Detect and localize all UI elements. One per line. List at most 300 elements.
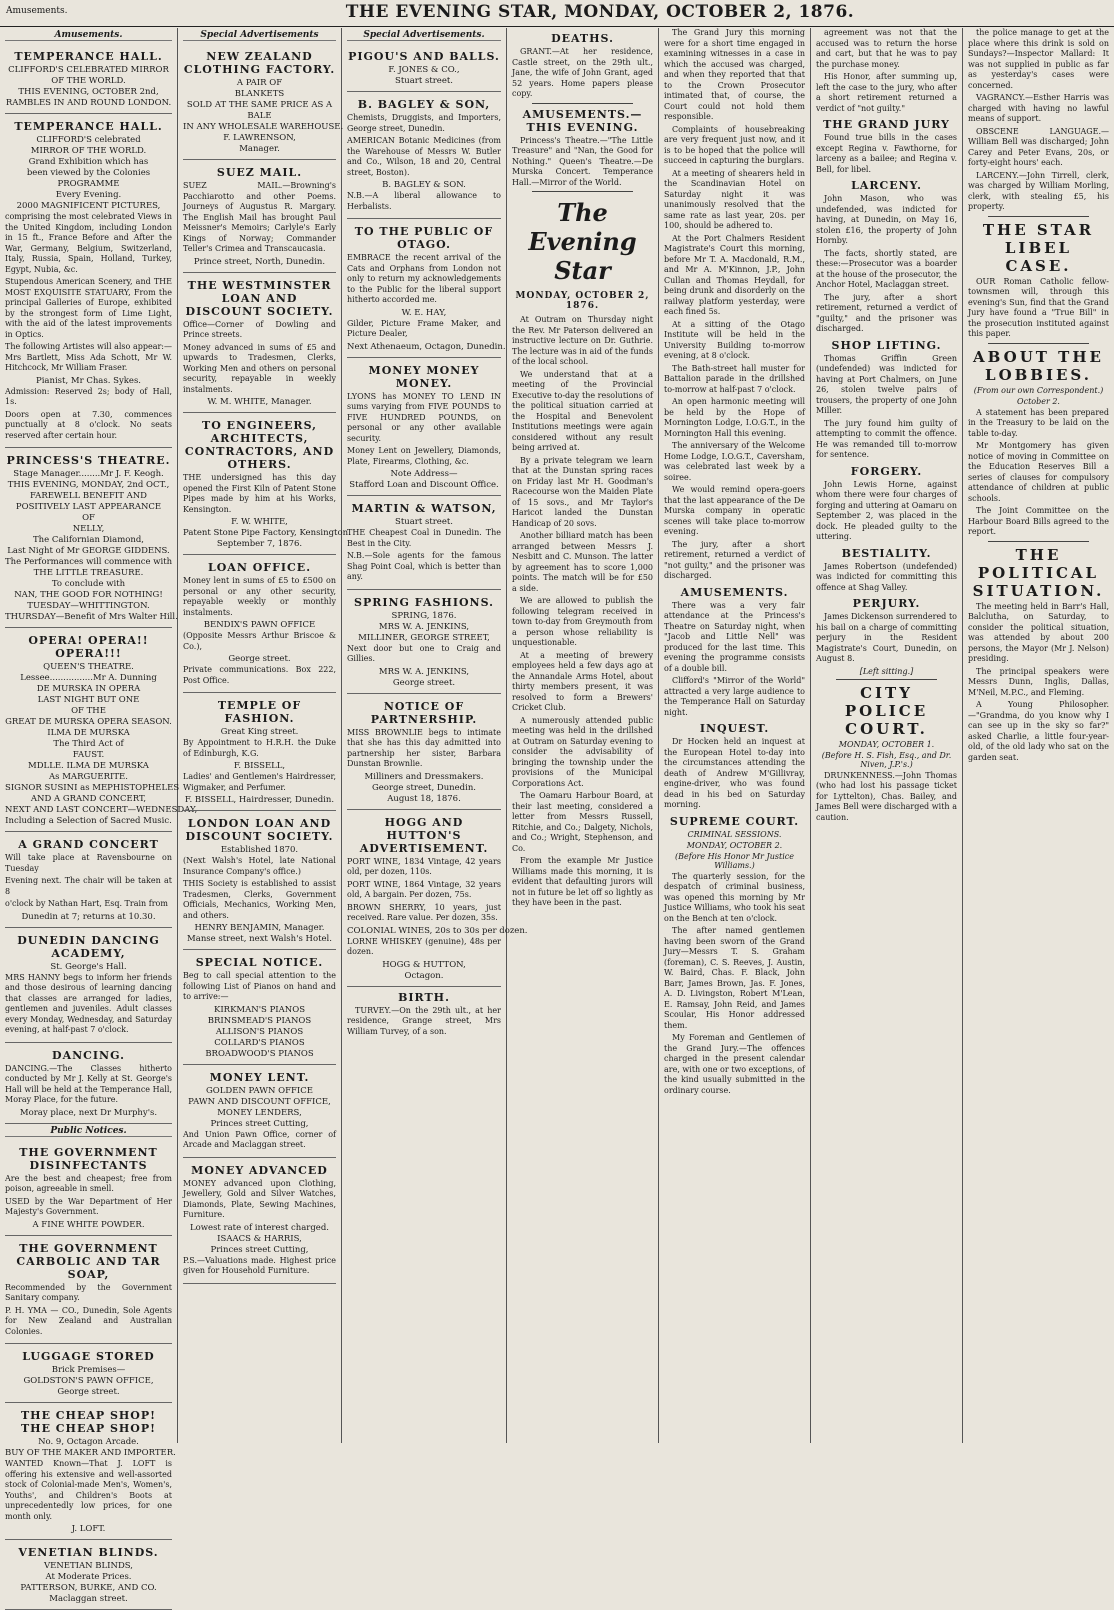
- advertisement-line: To conclude with: [5, 579, 172, 590]
- advertisement-line: And Union Pawn Office, corner of Arcade and Maclaggan street.: [183, 1130, 336, 1151]
- column-1: [0, 28, 178, 1443]
- article-paragraph: The Bath-street hall muster for Battalion parade in the drillshed to-morrow at half-past 7 o'clock.: [664, 364, 805, 396]
- advertisement: [347, 810, 501, 987]
- advertisement-line: The Third Act of: [5, 739, 172, 750]
- advertisement: [183, 811, 336, 950]
- advertisement: [5, 114, 172, 448]
- advertisement: [347, 694, 501, 810]
- advertisement-line: (Opposite Messrs Arthur Briscoe & Co.),: [183, 631, 336, 652]
- advertisement-line: THIS Society is established to assist Tradesmen, Clerks, Government Officials, Mechanics, Working Men, and others.: [183, 879, 336, 921]
- advertisement-line: MRS W. A. JENKINS,: [347, 667, 501, 678]
- advertisement-line: MRS HANNY begs to inform her friends and those desirous of learning dancing that classes are arranged for ladies, gentlemen and juveniles. Adult classes every Monday, Wednesday, and Saturday evening, at half-past 7 o'clock.: [5, 973, 172, 1036]
- advertisement-line: W. E. HAY,: [347, 308, 501, 319]
- advertisement-line: THE undersigned has this day opened the First Kiln of Patent Stone Pipes made by him at his Works, Kensington.: [183, 473, 336, 515]
- article-paragraph: The facts, shortly stated, are these:—Prosecutor was a boarder at the house of the prosecutor, the Anchor Hotel, Maclaggan street.: [816, 249, 957, 291]
- shoplifting-paragraphs: [816, 354, 957, 461]
- advertisement-title: THE WESTMINSTER LOAN AND DISCOUNT SOCIETY.: [183, 279, 336, 318]
- advertisement-line: Great King street.: [183, 727, 336, 738]
- lobbies-subheading: (From our own Correspondent.): [968, 386, 1109, 395]
- column-3-ads: [347, 44, 501, 987]
- article-paragraph: John Mason, who was undefended, was indicted for having, at Dunedin, on May 16, stolen £16, the property of John Hornby.: [816, 194, 957, 247]
- advertisement-line: J. LOFT.: [5, 1524, 172, 1535]
- advertisement-title: SUEZ MAIL.: [183, 166, 336, 179]
- advertisement: [183, 44, 336, 160]
- bestiality-heading: BESTIALITY.: [816, 547, 957, 560]
- advertisement-line: Chemists, Druggists, and Importers, George street, Dunedin.: [347, 113, 501, 134]
- advertisement-line: THIS EVENING, OCTOBER 2nd,: [5, 87, 172, 98]
- column-6: [811, 28, 963, 1443]
- advertisement: [5, 928, 172, 1043]
- advertisement-line: F. BISSELL,: [183, 761, 336, 772]
- advertisement-line: Doors open at 7.30, commences punctually at 8 o'clock. No seats reserved after certain hour.: [5, 410, 172, 442]
- article-paragraph: LARCENY.—John Tirrell, clerk, was charged by William Morling, clerk, with stealing £5, his property.: [968, 171, 1109, 213]
- advertisement-line: George street.: [347, 678, 501, 689]
- advertisement-line: W. M. WHITE, Manager.: [183, 397, 336, 408]
- advertisement-line: Office—Corner of Dowling and Prince streets.: [183, 320, 336, 341]
- article-paragraph: There was a very fair attendance at the Princess's Theatre on Saturday night, when "Jacob and Little Nell" was produced for the last time. This evening the programme consists of a double bill.: [664, 601, 805, 675]
- advertisement-line: SPRING, 1876.: [347, 611, 501, 622]
- column-7: [963, 28, 1114, 1443]
- advertisement-line: Manager.: [183, 144, 336, 155]
- public-notices-heading: Public Notices.: [5, 1126, 172, 1137]
- births-notice: TURVEY.—On the 29th ult., at her residence, Grange street, Mrs William Turvey, of a son.: [347, 1006, 501, 1038]
- advertisement-line: N.B.—Sole agents for the famous Shag Point Coal, which is better than any.: [347, 551, 501, 583]
- advertisement-line: MONEY advanced upon Clothing, Jewellery, Gold and Silver Watches, Diamonds, Plate, Sewing Machines, Furniture.: [183, 1179, 336, 1221]
- advertisement-line: MDLLE. ILMA DE MURSKA: [5, 761, 172, 772]
- advertisement-line: A FINE WHITE POWDER.: [5, 1220, 172, 1231]
- article-paragraph: At a meeting of brewery employees held a few days ago at the Annandale Arms Hotel, about thirty members present, it was resolved to form a Brewers' Cricket Club.: [512, 651, 653, 714]
- advertisement-line: KIRKMAN'S PIANOS: [183, 1005, 336, 1016]
- advertisement-title: MONEY MONEY MONEY.: [347, 364, 501, 390]
- advertisement-line: MONEY LENDERS,: [183, 1108, 336, 1119]
- divider: [988, 343, 1089, 344]
- grand-jury-heading: THE GRAND JURY: [816, 118, 957, 131]
- advertisement-title: TEMPERANCE HALL.: [5, 50, 172, 63]
- lobbies-date: October 2.: [968, 397, 1109, 406]
- column-3: [342, 28, 507, 1443]
- advertisement-line: BUY OF THE MAKER AND IMPORTER.: [5, 1448, 172, 1459]
- advertisement-line: ILMA DE MURSKA: [5, 728, 172, 739]
- advertisement-line: MIRROR OF THE WORLD.: [5, 146, 172, 157]
- advertisement-line: Princes street Cutting,: [183, 1119, 336, 1130]
- advertisement-title: OPERA! OPERA!! OPERA!!!: [5, 634, 172, 660]
- advertisement-line: Manse street, next Walsh's Hotel.: [183, 934, 336, 945]
- advertisement-line: SOLD AT THE SAME PRICE AS A: [183, 100, 336, 111]
- article-paragraph: We would remind opera-goers that the last appearance of the De Murska company in operatic scenes will take place to-morrow evening.: [664, 485, 805, 538]
- advertisement-title: LONDON LOAN AND DISCOUNT SOCIETY.: [183, 817, 336, 843]
- advertisement-line: GREAT DE MURSKA OPERA SEASON.: [5, 717, 172, 728]
- news-paragraphs: [664, 28, 805, 582]
- paper-nameplate: The Evening Star: [512, 198, 653, 285]
- article-paragraph: The quarterly session, for the despatch of criminal business, was opened this morning by Mr Justice Williams, who took his seat on the Bench at ten o'clock.: [664, 872, 805, 925]
- deaths-notice: GRANT.—At her residence, Castle street, on the 29th ult., Jane, the wife of John Grant, aged 52 years. Home papers please copy.: [512, 47, 653, 100]
- advertisement-line: 2000 MAGNIFICENT PICTURES,: [5, 201, 172, 212]
- advertisement-line: COLONIAL WINES, 20s to 30s per dozen.: [347, 926, 501, 937]
- advertisement-line: Money advanced in sums of £5 and upwards to Tradesmen, Clerks, Working Men and others on personal security, repayable in weekly instalments.: [183, 343, 336, 396]
- advertisement-line: B. BAGLEY & SON.: [347, 180, 501, 191]
- advertisement-line: LYONS has MONEY TO LEND IN sums varying from FIVE POUNDS to FIVE HUNDRED POUNDS, on personal or any other available security.: [347, 392, 501, 445]
- advertisement-line: SUEZ MAIL.—Browning's Pacchiarotto and other Poems. Journeys of Augustus R. Margary. The English Mail has brought Paul Meissner's Memoirs; Carlyle's Early Kings of Norway; Commander Teller's Crimea and Transcaucasia.: [183, 181, 336, 255]
- advertisement-title: MONEY LENT.: [183, 1071, 336, 1084]
- article-paragraph: A numerously attended public meeting was held in the drillshed at Outram on Saturday evening to consider the advisability of bringing the township under the provisions of the Municipal Corporations Act.: [512, 716, 653, 790]
- column-1-heading: Amusements.: [5, 30, 172, 41]
- supreme-court-heading: SUPREME COURT.: [664, 815, 805, 828]
- court-date: MONDAY, OCTOBER 2.: [664, 841, 805, 850]
- advertisement-line: Prince street, North, Dunedin.: [183, 257, 336, 268]
- article-paragraph: We are allowed to publish the following telegram received in town to-day from Greymouth from a person whose reliability is unquestionable.: [512, 596, 653, 649]
- article-paragraph: At a meeting of shearers held in the Scandinavian Hotel on Saturday night it was unanimously resolved that the same rate as last year, 20s. per 100, should be adhered to.: [664, 169, 805, 232]
- advertisement-line: Octagon.: [347, 971, 501, 982]
- advertisement-line: QUEEN'S THEATRE.: [5, 662, 172, 673]
- advertisement-line: St. George's Hall.: [5, 962, 172, 973]
- advertisement-line: Grand Exhibition which has: [5, 157, 172, 168]
- advertisement-line: CLIFFORD'S celebrated: [5, 135, 172, 146]
- grand-jury-text: Found true bills in the cases except Regina v. Fawthorne, for larceny as a bailee; and Regina v. Bell, for libel.: [816, 133, 957, 175]
- article-paragraph: The jury, after a short retirement, returned a verdict of "guilty," and the prisoner was discharged.: [816, 293, 957, 335]
- advertisement-line: F. JONES & CO.,: [347, 65, 501, 76]
- article-paragraph: Complaints of housebreaking are very frequent just now, and it is to be hoped that the police will succeed in capturing the burglars.: [664, 125, 805, 167]
- column-3-heading: Special Advertisements.: [347, 30, 501, 41]
- advertisement-line: Are the best and cheapest; free from poison, agreeable in smell.: [5, 1174, 172, 1195]
- advertisement-line: THURSDAY—Benefit of Mrs Walter Hill.: [5, 612, 172, 623]
- divider: [836, 679, 937, 680]
- advertisement-line: Maclaggan street.: [5, 1594, 172, 1605]
- article-paragraph: An open harmonic meeting will be held by the Hope of Mornington Lodge, I.O.G.T., in the Mornington Hall this evening.: [664, 397, 805, 439]
- advertisement: [183, 413, 336, 555]
- advertisement-title: VENETIAN BLINDS.: [5, 1546, 172, 1559]
- perjury-heading: PERJURY.: [816, 597, 957, 610]
- advertisement: [183, 693, 336, 811]
- advertisement-line: Dunedin at 7; returns at 10.30.: [5, 912, 172, 923]
- advertisement-line: September 7, 1876.: [183, 539, 336, 550]
- advertisement-title: A GRAND CONCERT: [5, 838, 172, 851]
- deaths-heading: DEATHS.: [512, 32, 653, 45]
- advertisement-line: P. H. YMA — CO., Dunedin, Sole Agents for New Zealand and Australian Colonies.: [5, 1306, 172, 1338]
- advertisement-line: At Moderate Prices.: [5, 1572, 172, 1583]
- advertisement: [5, 44, 172, 114]
- advertisement-line: OF THE: [5, 706, 172, 717]
- advertisement-line: Including a Selection of Sacred Music.: [5, 816, 172, 827]
- advertisement-line: Gilder, Picture Frame Maker, and Picture Dealer,: [347, 319, 501, 340]
- advertisement-line: Evening next. The chair will be taken at 8: [5, 876, 172, 897]
- advertisement-title: PRINCESS'S THEATRE.: [5, 454, 172, 467]
- larceny-paragraphs: [816, 194, 957, 335]
- advertisement: [5, 628, 172, 832]
- advertisement-line: Lowest rate of interest charged.: [183, 1223, 336, 1234]
- advertisement-line: The Performances will commence with: [5, 557, 172, 568]
- advertisement-title: PIGOU'S AND BALLS.: [347, 50, 501, 63]
- advertisement: [183, 273, 336, 414]
- advertisement-line: Money Lent on Jewellery, Diamonds, Plate, Firearms, Clothing, &c.: [347, 446, 501, 467]
- advertisement-line: GOLDEN PAWN OFFICE: [183, 1086, 336, 1097]
- advertisement-line: Princes street Cutting,: [183, 1245, 336, 1256]
- bestiality-text: James Robertson (undefended) was indicted for committing this offence at Shag Valley.: [816, 562, 957, 594]
- masthead: [0, 0, 1114, 27]
- births-heading: BIRTH.: [347, 991, 501, 1004]
- advertisement: [5, 1403, 172, 1540]
- news-paragraphs: [816, 28, 957, 114]
- advertisement: [347, 590, 501, 694]
- advertisement-line: USED by the War Department of Her Majesty's Government.: [5, 1197, 172, 1218]
- column-2: [178, 28, 342, 1443]
- amusements-today-heading: AMUSEMENTS.—THIS EVENING.: [512, 108, 653, 134]
- advertisement-line: PATTERSON, BURKE, AND CO.: [5, 1583, 172, 1594]
- advertisement-line: AND A GRAND CONCERT,: [5, 794, 172, 805]
- article-paragraph: The meeting held in Barr's Hall, Balclutha, on Saturday, to consider the political situation, was attended by about 200 persons, the Mayor (Mr J. Nelson) presiding.: [968, 602, 1109, 665]
- advertisement-line: Will take place at Ravensbourne on Tuesday: [5, 853, 172, 874]
- divider: [532, 103, 633, 104]
- amusements-paragraphs: [664, 601, 805, 719]
- issue-date: MONDAY, OCTOBER 2, 1876.: [512, 291, 653, 311]
- article-paragraph: The jury found him guilty of attempting to commit the offence. He was remanded till to-morrow for sentence.: [816, 419, 957, 461]
- advertisement-line: IN ANY WHOLESALE WAREHOUSE.: [183, 122, 336, 133]
- public-notices-list: [5, 1140, 172, 1610]
- article-paragraph: A statement has been prepared in the Treasury to be laid on the table to-day.: [968, 408, 1109, 440]
- advertisement-line: Pianist, Mr Chas. Sykes.: [5, 376, 172, 387]
- advertisement-title: SPRING FASHIONS.: [347, 596, 501, 609]
- advertisement: [347, 92, 501, 219]
- advertisement-line: Next door but one to Craig and Gillies.: [347, 644, 501, 665]
- advertisement-line: N.B.—A liberal allowance to Herbalists.: [347, 191, 501, 212]
- article-paragraph: The Grand Jury this morning were for a short time engaged in examining witnesses in a case in which the accused was charged, and when they reported that that to the Crown Prosecutor intimated that, of course, the Court could not hold them responsible.: [664, 28, 805, 123]
- advertisement-line: The following Artistes will also appear:—Mrs Bartlett, Miss Ada Schott, Mr W. Hitchcock, Mr William Fraser.: [5, 342, 172, 374]
- article-paragraph: My Foreman and Gentlemen of the Grand Jury.—The offences charged in the present calendar are, with one or two exceptions, of the kind usually submitted in the ordinary course.: [664, 1033, 805, 1096]
- police-court-bench: (Before H. S. Fish, Esq., and Dr. Niven, J.P.'s.): [816, 751, 957, 769]
- advertisement-line: F. BISSELL, Hairdresser, Dunedin.: [183, 795, 336, 806]
- advertisement-line: Patent Stone Pipe Factory, Kensington.: [183, 528, 336, 539]
- court-judge: (Before His Honor Mr Justice Williams.): [664, 852, 805, 870]
- masthead-left-label: Amusements.: [6, 6, 68, 16]
- advertisement-line: LORNE WHISKEY (genuine), 48s per dozen.: [347, 937, 501, 958]
- advertisement-line: Stuart street.: [347, 517, 501, 528]
- political-situation-heading: THE POLITICAL SITUATION.: [968, 546, 1109, 600]
- advertisement-line: OF: [5, 513, 172, 524]
- advertisement: [183, 950, 336, 1065]
- article-paragraph: The after named gentlemen having been sworn of the Grand Jury—Messrs T. S. Graham (foreman), C. S. Reeves, J. Austin, W. Baird, Chas. F. Black, John Barr, James Brown, Jas. F. Jones, A. D. Livingston, Robert M'Lean, E. Ramsay, John Reid, and James Scoular, His Honor addressed them.: [664, 926, 805, 1031]
- advertisement-line: TUESDAY—WHITTINGTON.: [5, 601, 172, 612]
- news-paragraphs: [968, 28, 1109, 213]
- advertisement-line: Stafford Loan and Discount Office.: [347, 480, 501, 491]
- advertisement-line: POSITIVELY LAST APPEARANCE: [5, 502, 172, 513]
- advertisement: [5, 1344, 172, 1403]
- advertisement-line: PORT WINE, 1834 Vintage, 42 years old, per dozen, 110s.: [347, 857, 501, 878]
- advertisement-line: AMERICAN Botanic Medicines (from the Warehouse of Messrs W. Butler and Co., Wilson, 18 and 20, Central street, Boston).: [347, 136, 501, 178]
- advertisement: [5, 1236, 172, 1345]
- police-court-heading: CITY POLICE COURT.: [816, 684, 957, 738]
- divider: [532, 191, 633, 192]
- advertisement-line: P.S.—Valuations made. Highest price given for Household Furniture.: [183, 1256, 336, 1277]
- column-1-ads: [5, 44, 172, 1124]
- advertisement-line: comprising the most celebrated Views in the United Kingdom, including London in 15 ft., France Before and After the War, Germany, Belgium, Switzerland, Italy, Russia, Spain, Holland, Turkey, Egypt, Nubia, &c.: [5, 212, 172, 275]
- advertisement-line: George street.: [183, 654, 336, 665]
- advertisement-title: NOTICE OF PARTNERSHIP.: [347, 700, 501, 726]
- advertisement-line: Milliners and Dressmakers.: [347, 772, 501, 783]
- star-libel-case-heading: THE STAR LIBEL CASE.: [968, 221, 1109, 275]
- criminal-sessions-subheading: CRIMINAL SESSIONS.: [664, 830, 805, 839]
- article-paragraph: The jury, after a short retirement, returned a verdict of "not guilty," and the prisoner was discharged.: [664, 540, 805, 582]
- advertisement-line: been viewed by the Colonies: [5, 168, 172, 179]
- larceny-heading: LARCENY.: [816, 179, 957, 192]
- advertisement-title: THE GOVERNMENT DISINFECTANTS: [5, 1146, 172, 1172]
- advertisement-line: Beg to call special attention to the following List of Pianos on hand and to arrive:—: [183, 971, 336, 1003]
- advertisement-title: DANCING.: [5, 1049, 172, 1062]
- advertisement-line: Stuart street.: [347, 76, 501, 87]
- advertisement-line: LAST NIGHT BUT ONE: [5, 695, 172, 706]
- advertisement-line: SIGNOR SUSINI as MEPHISTOPHELES: [5, 783, 172, 794]
- column-2-ads: [183, 44, 336, 1284]
- advertisement-title: TEMPLE OF FASHION.: [183, 699, 336, 725]
- advertisement-line: Recommended by the Government Sanitary company.: [5, 1283, 172, 1304]
- article-paragraph: agreement was not that the accused was to return the horse and cart, but that he was to pay the purchase money.: [816, 28, 957, 70]
- article-paragraph: His Honor, after summing up, left the case to the jury, who after a short retirement returned a verdict of "not guilty.": [816, 72, 957, 114]
- advertisement-line: NELLY,: [5, 524, 172, 535]
- advertisement-line: PROGRAMME: [5, 179, 172, 190]
- advertisement-title: DUNEDIN DANCING ACADEMY,: [5, 934, 172, 960]
- advertisement-line: PAWN AND DISCOUNT OFFICE,: [183, 1097, 336, 1108]
- advertisement-title: LUGGAGE STORED: [5, 1350, 172, 1363]
- column-5: [659, 28, 811, 1443]
- column-2-heading: Special Advertisements: [183, 30, 336, 41]
- advertisement: [5, 1140, 172, 1236]
- lobbies-paragraphs: [968, 408, 1109, 538]
- advertisement: [347, 219, 501, 358]
- advertisement: [5, 832, 172, 928]
- column-4: [507, 28, 659, 1443]
- advertisement-line: GOLDSTON'S PAWN OFFICE,: [5, 1376, 172, 1387]
- advertisement-line: George street, Dunedin.: [347, 783, 501, 794]
- article-paragraph: the police manage to get at the place where this drink is sold on Sundays?—Inspector Mallard: It was not supplied in public as far as yesterday's cases were concerned.: [968, 28, 1109, 91]
- advertisement-line: BALE: [183, 111, 336, 122]
- masthead-title: THE EVENING STAR, MONDAY, OCTOBER 2, 1876.: [340, 2, 860, 22]
- advertisement-line: Brick Premises—: [5, 1365, 172, 1376]
- advertisement-line: NEXT AND LAST CONCERT—WEDNESDAY,: [5, 805, 172, 816]
- advertisement-title: THE CHEAP SHOP! THE CHEAP SHOP!: [5, 1409, 172, 1435]
- article-paragraph: Clifford's "Mirror of the World" attracted a very large audience to the Temperance Hall on Saturday night.: [664, 676, 805, 718]
- inquest-text: Dr Hocken held an inquest at the European Hotel to-day into the circumstances attending the death of Andrew M'Gillivray, engine-driver, who was found dead in his bed on Saturday morning.: [664, 737, 805, 811]
- court-paragraphs: [664, 872, 805, 1097]
- political-paragraphs: [968, 602, 1109, 764]
- article-paragraph: From the example Mr Justice Williams made this morning, it is evident that defaulting jurors will not in future be let off so lightly as they have been in the past.: [512, 856, 653, 909]
- advertisement-line: VENETIAN BLINDS,: [5, 1561, 172, 1572]
- article-paragraph: At Outram on Thursday night the Rev. Mr Paterson delivered an instructive lecture on Dr. Guthrie. The lecture was in aid of the funds of the local school.: [512, 315, 653, 368]
- advertisement-line: Lessee................Mr A. Dunning: [5, 673, 172, 684]
- police-court-date: MONDAY, OCTOBER 1.: [816, 740, 957, 749]
- advertisement-line: As MARGUERITE.: [5, 772, 172, 783]
- advertisement-title: TO ENGINEERS, ARCHITECTS, CONTRACTORS, AND OTHERS.: [183, 419, 336, 471]
- advertisement-line: (Next Walsh's Hotel, late National Insurance Company's office.): [183, 856, 336, 877]
- advertisement-line: PORT WINE, 1864 Vintage, 32 years old, A bargain. Per dozen, 75s.: [347, 880, 501, 901]
- advertisement-line: Stupendous American Scenery, and THE MOST EXQUISITE STATUARY, From the principal Galleries of Europe, exhibited by the strongest form of Lime Light, with the aid of the latest improvements in Optics.: [5, 277, 172, 340]
- divider: [988, 216, 1089, 217]
- advertisement-line: George street.: [5, 1387, 172, 1398]
- left-sitting-note: [Left sitting.]: [816, 667, 957, 676]
- advertisement: [183, 160, 336, 273]
- advertisement-line: Admission: Reserved 2s; body of Hall, 1s.: [5, 387, 172, 408]
- advertisement-line: ALLISON'S PIANOS: [183, 1027, 336, 1038]
- advertisement: [183, 555, 336, 693]
- advertisement-line: F. W. WHITE,: [183, 517, 336, 528]
- amusements-today: Princess's Theatre.—"The Little Treasure" and "Nan, the Good for Nothing." Queen's Theatre.—De Murska Concert. Temperance Hall.—Mirror of the World.: [512, 136, 653, 189]
- article-paragraph: OBSCENE LANGUAGE.—William Bell was discharged; John Carey and Peter Evans, 20s, or forty-eight hours' each.: [968, 127, 1109, 169]
- advertisement-line: CLIFFORD'S CELEBRATED MIRROR: [5, 65, 172, 76]
- police-court-text: DRUNKENNESS.—John Thomas (who had lost his passage ticket for Lyttelton), Chas. Bailey, and James Bell were discharged with a caution.: [816, 771, 957, 824]
- advertisement-line: EMBRACE the recent arrival of the Cats and Orphans from London not only to return my acknowledgements to the Public for the liberal support hitherto accorded me.: [347, 253, 501, 306]
- advertisement-line: DANCING.—The Classes hitherto conducted by Mr J. Kelly at St. George's Hall will be held at the Temperance Hall, Moray Place, for the future.: [5, 1064, 172, 1106]
- advertisement-line: FAREWELL BENEFIT AND: [5, 491, 172, 502]
- advertisement-line: Established 1870.: [183, 845, 336, 856]
- advertisement-line: RAMBLES IN AND ROUND LONDON.: [5, 98, 172, 109]
- advertisement: [347, 358, 501, 497]
- advertisement-line: COLLARD'S PIANOS: [183, 1038, 336, 1049]
- advertisement-line: THE Cheapest Coal in Dunedin. The Best in the City.: [347, 528, 501, 549]
- advertisement-line: Every Evening.: [5, 190, 172, 201]
- advertisement-line: Private communications. Box 222, Post Office.: [183, 665, 336, 686]
- advertisement-title: THE GOVERNMENT CARBOLIC AND TAR SOAP,: [5, 1242, 172, 1281]
- advertisement: [5, 1540, 172, 1610]
- advertisement-line: ISAACS & HARRIS,: [183, 1234, 336, 1245]
- article-paragraph: VAGRANCY.—Esther Harris was charged with having no lawful means of support.: [968, 93, 1109, 125]
- article-paragraph: The Joint Committee on the Harbour Board Bills agreed to the report.: [968, 506, 1109, 538]
- advertisement-title: MONEY ADVANCED: [183, 1164, 336, 1177]
- advertisement-line: Note Address—: [347, 469, 501, 480]
- advertisement-line: Ladies' and Gentlemen's Hairdresser, Wigmaker, and Perfumer.: [183, 772, 336, 793]
- advertisement-line: FAUST.: [5, 750, 172, 761]
- advertisement-line: Next Athenaeum, Octagon, Dunedin.: [347, 342, 501, 353]
- advertisement-line: NAN, THE GOOD FOR NOTHING!: [5, 590, 172, 601]
- advertisement-line: MISS BROWNLIE begs to intimate that she has this day admitted into partnership her sister, Barbara Dunstan Brownlie.: [347, 728, 501, 770]
- advertisement-line: BROADWOOD'S PIANOS: [183, 1049, 336, 1060]
- shoplifting-heading: SHOP LIFTING.: [816, 339, 957, 352]
- advertisement: [183, 1158, 336, 1284]
- star-libel-case-text: OUR Roman Catholic fellow-townsmen will, through this evening's Sun, find that the Grand Jury have found a "True Bill" in the prosecution instituted against this paper.: [968, 277, 1109, 340]
- advertisement-line: Last Night of Mr GEORGE GIDDENS.: [5, 546, 172, 557]
- article-paragraph: Another billiard match has been arranged between Messrs J. Nesbitt and C. Munson. The latter by agreement has to score 1,000 points. The match will be for £50 a side.: [512, 531, 653, 594]
- advertisement-line: BRINSMEAD'S PIANOS: [183, 1016, 336, 1027]
- advertisement-line: HOGG & HUTTON,: [347, 960, 501, 971]
- advertisement-title: NEW ZEALAND CLOTHING FACTORY.: [183, 50, 336, 76]
- advertisement-line: The Californian Diamond,: [5, 535, 172, 546]
- article-paragraph: By a private telegram we learn that at the Dunstan spring races on Friday last Mr H. Goodman's Racecourse won the Maiden Plate of 15 sovs., and Mr Taylor's Haricot landed the Dunstan Handicap of 20 sovs.: [512, 456, 653, 530]
- columns: [0, 28, 1114, 1443]
- advertisement-line: BENDIX'S PAWN OFFICE: [183, 620, 336, 631]
- advertisement-line: BLANKETS: [183, 89, 336, 100]
- perjury-text: James Dickenson surrendered to his bail on a charge of committing perjury in the Resident Magistrate's Court, Dunedin, on August 8.: [816, 612, 957, 665]
- advertisement-line: A PAIR OF: [183, 78, 336, 89]
- advertisement-title: MARTIN & WATSON,: [347, 502, 501, 515]
- advertisement: [347, 496, 501, 590]
- advertisement-line: No. 9, Octagon Arcade.: [5, 1437, 172, 1448]
- article-paragraph: The principal speakers were Messrs Dunn, Inglis, Dallas, M'Neil, M.P.C., and Fleming.: [968, 667, 1109, 699]
- article-paragraph: The anniversary of the Welcome Home Lodge, I.O.G.T., Caversham, was celebrated last week by a soiree.: [664, 441, 805, 483]
- article-paragraph: We understand that at a meeting of the Provincial Executive to-day the resolutions of the political situation carried at the Hospital and Benevolent Institutions meetings were again considered without any result being arrived at.: [512, 370, 653, 454]
- article-paragraph: At the Port Chalmers Resident Magistrate's Court this morning, before Mr T. A. Macdonald, R.M., and Mr A. M'Kinnon, J.P., John Cullan and Thomas Heydall, for being drunk and disorderly on the railway platform yesterday, were each fined 5s.: [664, 234, 805, 318]
- advertisement-line: Stage Manager........Mr J. F. Keogh.: [5, 469, 172, 480]
- advertisement: [5, 448, 172, 628]
- article-paragraph: A Young Philosopher.—"Grandma, do you know why I can see up in the sky so far?" asked Charlie, a little four-year-old, of the old lady who sat on the garden seat.: [968, 700, 1109, 763]
- advertisement-line: August 18, 1876.: [347, 794, 501, 805]
- forgery-text: John Lewis Horne, against whom there were four charges of forging and uttering at Oamaru on September 2, was placed in the dock. He pleaded guilty to the uttering.: [816, 480, 957, 543]
- advertisement: [183, 1065, 336, 1158]
- advertisement-title: B. BAGLEY & SON,: [347, 98, 501, 111]
- article-paragraph: Mr Montgomery has given notice of moving in Committee on the Education Reserves Bill a series of clauses for compulsory attendance of children at public schools.: [968, 441, 1109, 504]
- advertisement-line: THE LITTLE TREASURE.: [5, 568, 172, 579]
- advertisement-line: MRS W. A. JENKINS,: [347, 622, 501, 633]
- news-paragraphs: [512, 315, 653, 909]
- advertisement-line: DE MURSKA IN OPERA: [5, 684, 172, 695]
- divider: [988, 541, 1089, 542]
- advertisement: [347, 44, 501, 92]
- advertisement-line: THIS EVENING, MONDAY, 2nd OCT.,: [5, 480, 172, 491]
